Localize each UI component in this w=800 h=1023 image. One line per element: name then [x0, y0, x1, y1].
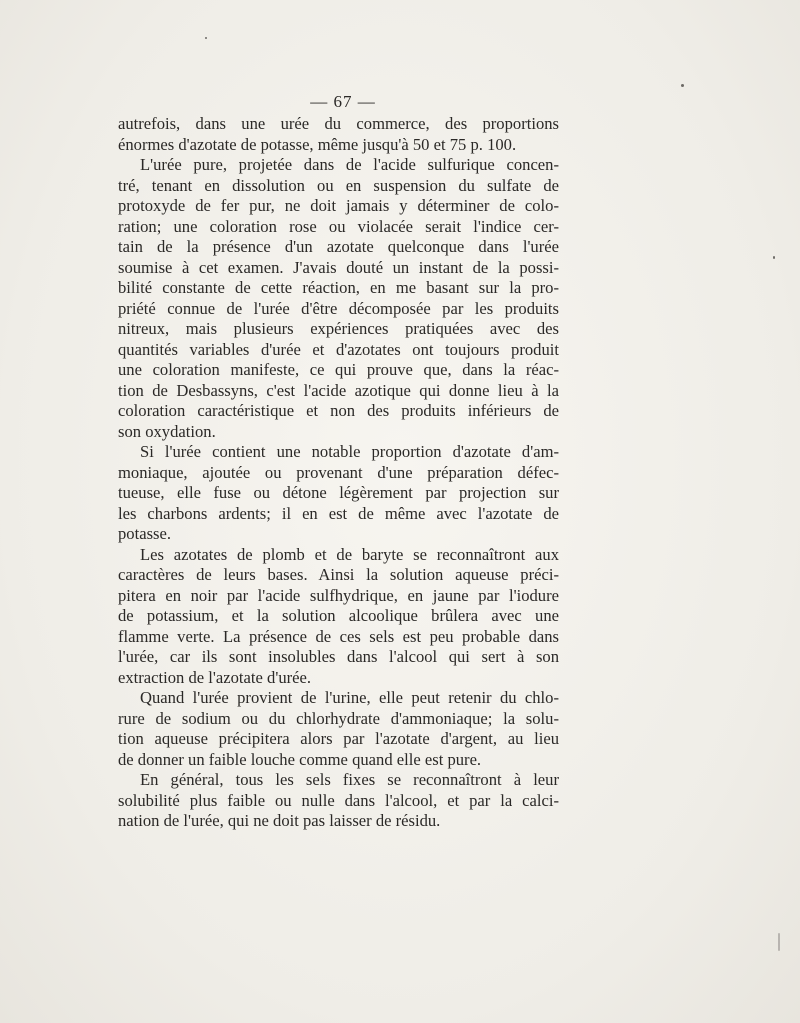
paragraph	[118, 688, 559, 770]
text-line: de potassium, et la solution alcoolique brûlera avec une	[118, 606, 559, 625]
text-line: priété connue de l'urée d'être décomposée par les produits	[118, 298, 559, 318]
paragraph	[118, 770, 559, 832]
text-line: bilité constante de cette réaction, en me basant sur la pro-	[118, 278, 559, 297]
text-line: énormes d'azotate de potasse, même jusqu'à 50 et 75 p. 100.	[118, 134, 517, 154]
text-line: nitreux, mais plusieurs expériences pratiquées avec des	[118, 319, 559, 338]
text-line: de donner un faible louche comme quand elle est pure.	[118, 749, 482, 769]
page-number: — 67 —	[310, 92, 376, 111]
text-line: extraction de l'azotate d'urée.	[118, 667, 312, 687]
paper-speck	[773, 256, 775, 259]
text-line: flamme verte. La présence de ces sels est peu probable dans	[118, 626, 559, 646]
text-line: une coloration manifeste, ce qui prouve que, dans la réac-	[118, 360, 559, 379]
text-line: tueuse, elle fuse ou détone légèrement par projection sur	[118, 483, 559, 502]
text-line: protoxyde de fer pur, ne doit jamais y déterminer de colo-	[118, 196, 559, 215]
text-line: l'urée, car ils sont insolubles dans l'alcool qui sert à son	[118, 647, 559, 666]
text-line: potasse.	[118, 524, 171, 543]
text-line: tion aqueuse précipitera alors par l'azotate d'argent, au lieu	[118, 729, 559, 748]
text-line: rure de sodium ou du chlorhydrate d'ammoniaque; la solu-	[118, 708, 559, 728]
paper-speck	[778, 933, 780, 951]
text-line: tré, tenant en dissolution ou en suspension du sulfate de	[118, 175, 559, 195]
text-line: tion de Desbassyns, c'est l'acide azotique qui donne lieu à la	[118, 380, 559, 400]
paragraph	[118, 545, 559, 689]
text-line: autrefois, dans une urée du commerce, des proportions	[118, 114, 559, 133]
text-line: En général, tous les sels fixes se reconnaîtront à leur	[140, 770, 559, 789]
paragraph	[118, 442, 559, 545]
paper-speck	[681, 84, 684, 87]
paper-speck	[205, 37, 207, 39]
paragraph	[118, 114, 559, 155]
text-line: soumise à cet examen. J'avais douté un instant de la possi-	[118, 257, 559, 277]
text-line: son oxydation.	[118, 421, 216, 441]
text-line: Les azotates de plomb et de baryte se reconnaîtront aux	[140, 544, 559, 564]
text-line: ration; une coloration rose ou violacée serait l'indice cer-	[118, 216, 559, 236]
text-line: nation de l'urée, qui ne doit pas laisser de résidu.	[118, 811, 441, 830]
text-line: coloration caractéristique et non des produits inférieurs de	[118, 401, 559, 420]
paragraph	[118, 155, 559, 442]
text-line: moniaque, ajoutée ou provenant d'une préparation défec-	[118, 462, 559, 482]
text-line: Quand l'urée provient de l'urine, elle peut retenir du chlo-	[140, 688, 559, 707]
text-line: solubilité plus faible ou nulle dans l'alcool, et par la calci-	[118, 790, 559, 810]
text-line: tain de la présence d'un azotate quelconque dans l'urée	[118, 237, 559, 256]
body-text	[118, 114, 559, 832]
text-line: pitera en noir par l'acide sulfhydrique, en jaune par l'iodure	[118, 585, 559, 605]
text-line: les charbons ardents; il en est de même avec l'azotate de	[118, 503, 559, 523]
text-line: L'urée pure, projetée dans de l'acide sulfurique concen-	[140, 155, 559, 174]
text-line: quantités variables d'urée et d'azotates ont toujours produit	[118, 339, 559, 359]
text-line: Si l'urée contient une notable proportion d'azotate d'am-	[140, 442, 559, 461]
text-line: caractères de leurs bases. Ainsi la solution aqueuse préci-	[118, 565, 559, 584]
